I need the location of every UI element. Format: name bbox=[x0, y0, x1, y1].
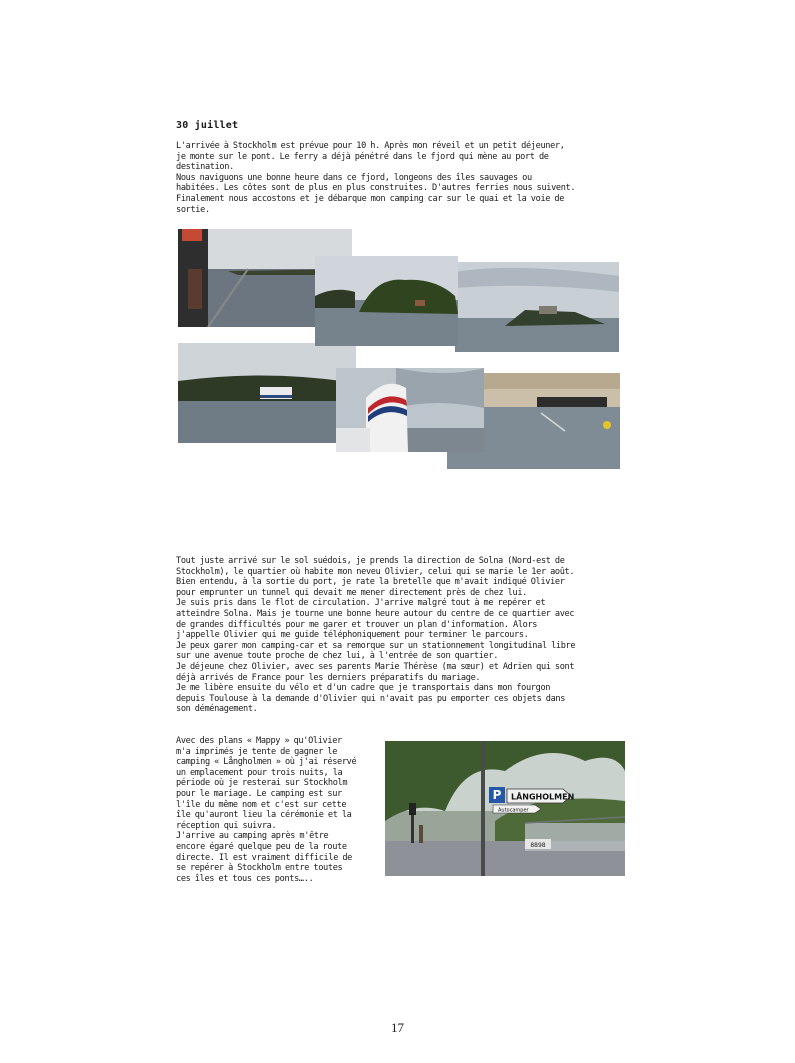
text-line: pour emprunter un tunnel qui devait me mener directement près de chez lui. bbox=[176, 587, 527, 598]
text-line: Finalement nous accostons et je débarque mon camping car sur le quai et la voie de bbox=[176, 193, 565, 204]
text-line: destination. bbox=[176, 162, 234, 173]
arrival-paragraph bbox=[176, 556, 630, 715]
date-heading: 30 juillet bbox=[176, 120, 239, 131]
autocamper-sign-text: Autocamper bbox=[498, 807, 529, 814]
text-line: son déménagement. bbox=[176, 704, 258, 715]
text-line: habitées. Les côtes sont de plus en plus construites. D'autres ferries nous suivent. bbox=[176, 183, 576, 194]
photo-island-trees bbox=[315, 256, 458, 346]
intro-paragraph bbox=[176, 141, 628, 215]
photo-fortress-island bbox=[455, 262, 619, 352]
text-line: période où je resterai sur Stockholm bbox=[176, 778, 348, 789]
langholmen-sign-text: LÅNGHOLMEN bbox=[511, 792, 575, 802]
text-line: île qu'auront lieu la cérémonie et la bbox=[176, 810, 352, 821]
text-line: réception qui suivra. bbox=[176, 820, 277, 831]
text-line: de grandes difficultés pour me garer et trouver un plan d'information. Alors bbox=[176, 619, 538, 630]
text-line: Stockholm), le quartier où habite mon neveu Olivier, celui qui se marie le 1er août. bbox=[176, 566, 575, 577]
photo-ferry-funnel bbox=[336, 368, 484, 452]
text-line: Nous naviguons une bonne heure dans ce fjord, longeons des îles sauvages ou bbox=[176, 172, 532, 183]
text-line: déjà arrivés de France pour les derniers préparatifs du mariage. bbox=[176, 672, 481, 683]
text-line: J'arrive au camping après m'être bbox=[176, 831, 329, 842]
text-line: Je suis pris dans le flot de circulation. J'arrive malgré tout à me repérer et bbox=[176, 598, 546, 609]
text-line: Je me libère ensuite du vélo et d'un cadre que je transportais dans mon fourgon bbox=[176, 683, 551, 694]
page-number: 17 bbox=[391, 1020, 404, 1035]
text-line: Je déjeune chez Olivier, avec ses parents Marie Thérèse (ma sœur) et Adrien qui sont bbox=[176, 661, 575, 672]
text-line: je monte sur le pont. Le ferry a déjà pénétré dans le fjord qui mène au port de bbox=[176, 151, 549, 162]
text-line: ces îles et tous ces ponts….. bbox=[176, 873, 314, 884]
photo-ferry-distance bbox=[178, 343, 356, 443]
text-line: atteindre Solna. Mais je tourne une bonne heure autour du centre de ce quartier avec bbox=[176, 608, 575, 619]
text-line: camping « Långholmen » où j'ai réservé bbox=[176, 757, 357, 768]
text-line: un emplacement pour trois nuits, la bbox=[176, 767, 343, 778]
text-line: sortie. bbox=[176, 204, 210, 215]
text-line: directe. Il est vraiment difficile de bbox=[176, 852, 352, 863]
text-line: depuis Toulouse à la demande d'Olivier qui n'avait pas pu emporter ces objets dans bbox=[176, 693, 566, 704]
camping-paragraph bbox=[176, 736, 372, 884]
text-line: encore égaré quelque peu de la route bbox=[176, 841, 347, 852]
text-line: Avec des plans « Mappy » qu'Olivier bbox=[176, 736, 342, 746]
text-line: Bien entendu, à la sortie du port, je rate la bretelle que m'avait indiqué Olivier bbox=[176, 577, 565, 588]
text-line: se repérer à Stockholm entre toutes bbox=[176, 863, 343, 874]
text-line: l'île du même nom et c'est sur cette bbox=[176, 799, 347, 810]
sign-plate-number: 8898 bbox=[530, 842, 546, 849]
text-line: sur une avenue toute proche de chez lui, à l'entrée de son quartier. bbox=[176, 651, 499, 662]
text-line: pour le mariage. Le camping est sur bbox=[176, 788, 342, 799]
text-line: m'a imprimés je tente de gagner le bbox=[176, 746, 338, 757]
photo-langholmen-sign bbox=[385, 741, 625, 876]
text-line: Je peux garer mon camping-car et sa remorque sur un stationnement longitudinal libre bbox=[176, 640, 576, 651]
text-line: L'arrivée à Stockholm est prévue pour 10 h. Après mon réveil et un petit déjeuner, bbox=[176, 141, 565, 151]
text-line: j'appelle Olivier qui me guide téléphoniquement pour terminer le parcours. bbox=[176, 630, 529, 641]
parking-sign: P bbox=[492, 788, 502, 802]
text-line: Tout juste arrivé sur le sol suédois, je prends la direction de Solna (Nord-est de bbox=[176, 556, 565, 566]
